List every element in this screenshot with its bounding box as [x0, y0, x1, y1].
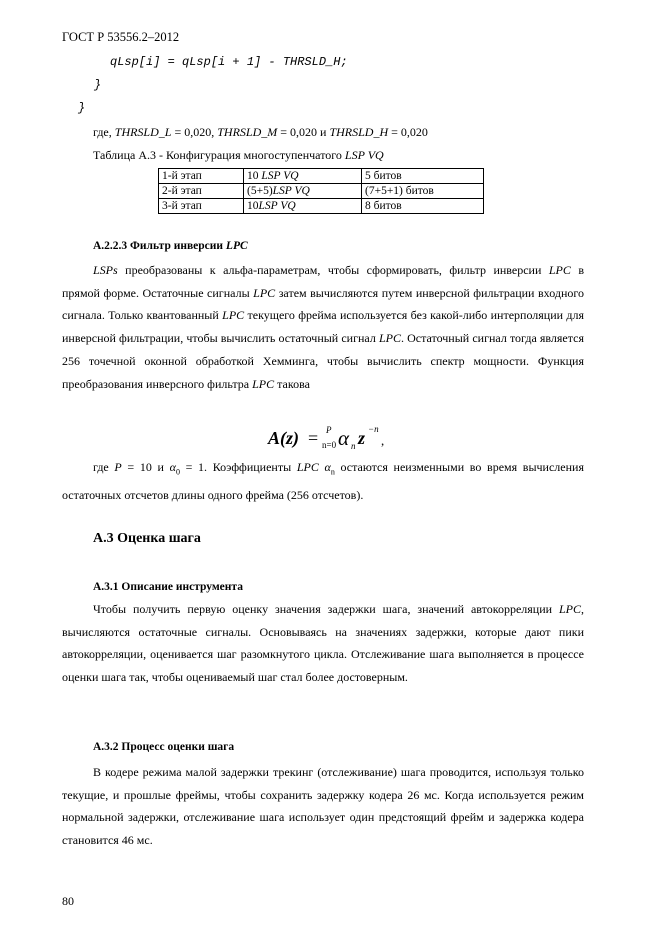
text-span: LPC [378, 331, 401, 346]
text-span: P [114, 460, 122, 474]
table-cell: 2-й этап [159, 184, 244, 199]
text-span: LPC [296, 460, 319, 474]
section-heading-a31: А.3.1 Описание инструмента [93, 581, 243, 593]
cell-text: LSP VQ [261, 170, 299, 182]
text-span: такова [274, 376, 310, 391]
heading-text: LPC [225, 240, 248, 252]
text-span: = 0,020, [171, 125, 218, 139]
section-heading-a3: А.3 Оценка шага [93, 531, 201, 546]
text-span: остаются неизменными во время вычисления остаточных отсчетов длины одного фрейма (256 отсчетов). [62, 460, 584, 503]
table-caption [93, 148, 384, 163]
table-cell: 1-й этап [159, 169, 244, 184]
configuration-table [158, 168, 484, 214]
text-span: LPC [222, 308, 245, 323]
table-cell: 5 битов [362, 169, 484, 184]
table-cell: 3-й этап [159, 199, 244, 214]
text-span: где [93, 460, 115, 474]
sum-lower-limit: n=0 [322, 440, 337, 450]
text-span: текущего фрейма используется без какой-либо интерполяции для инверсной фильтрации, чтобы вычислить остаточный сигнал [62, 308, 585, 346]
section-heading-a32: А.3.2 Процесс оценки шага [93, 741, 235, 753]
formula-equals: = [308, 428, 319, 448]
variable-name: THRSLD_M [217, 125, 278, 139]
code-line: qLsp[i] = qLsp[i + 1] - THRSLD_H; [110, 55, 348, 69]
formula-comma: , [381, 433, 385, 448]
formula-alpha: α [338, 426, 350, 450]
text-span: = 10 и [121, 460, 170, 474]
table-row [159, 169, 484, 184]
formula-lhs: A(z) [268, 428, 299, 448]
paragraph-formula-notes [62, 456, 584, 507]
text-span: LPC [548, 263, 571, 277]
variable-name: THRSLD_L [114, 125, 172, 139]
table-cell [244, 199, 362, 214]
text-span: 0 [175, 467, 180, 477]
text-span: затем вычисляются путем инверсной фильтрации входного сигнала. Только квантованный [62, 285, 584, 323]
formula-z: z [358, 428, 366, 448]
table-cell: (7+5+1) битов [362, 184, 484, 199]
text-span: . Остаточный сигнал тогда является 256 точечной оконной обработкой Хемминга, чтобы вычислить спектр мощности. Функция преобразования инверсного фильтра [62, 331, 584, 391]
code-closing-brace: } [78, 101, 86, 115]
text-span: = 1. Коэффициенты [179, 460, 297, 474]
text-span: LPC [558, 602, 581, 616]
text-span: α [324, 460, 331, 474]
text-span: α [169, 460, 176, 474]
text-span: где, [93, 125, 115, 139]
text-span: LSPs [93, 263, 118, 277]
table-cell [244, 184, 362, 199]
document-header: ГОСТ Р 53556.2–2012 [62, 30, 180, 44]
formula-exponent: −n [368, 424, 379, 434]
text-span: , вычисляются остаточные сигналы. Основываясь на значениях задержки, которые дают пики автокорреляции, оценивается шаг разомкнутого цикла. Отслеживание шага выполняется в процессе оценки шага так, чтобы оцениваемый шаг стал более достоверным. [62, 602, 584, 685]
page-number: 80 [62, 894, 74, 908]
heading-text: А.2.2.3 Фильтр инверсии [93, 240, 226, 252]
caption-text: Таблица А.3 - Конфигурация многоступенчатого [93, 148, 345, 162]
code-closing-brace: } [94, 78, 102, 92]
caption-name: LSP VQ [344, 148, 384, 162]
text-span: Чтобы получить первую оценку значения задержки шага, значений автокорреляции [93, 602, 559, 616]
cell-text: 10 [247, 170, 262, 182]
text-span: = 0,020 и [277, 125, 330, 139]
table-cell [244, 169, 362, 184]
text-span: LPC [252, 376, 275, 391]
table-cell: 8 битов [362, 199, 484, 214]
thresholds-line [93, 125, 428, 140]
cell-text: LSP VQ [272, 185, 310, 197]
table-row [159, 199, 484, 214]
section-heading-a223 [93, 240, 248, 252]
text-span: в прямой форме. Остаточные сигналы [62, 263, 584, 300]
text-span: LPC [253, 285, 276, 300]
table-row [159, 184, 484, 199]
variable-name: THRSLD_H [329, 125, 389, 139]
text-span: n [330, 467, 335, 477]
text-span: = 0,020 [388, 125, 428, 139]
cell-text: (5+5) [247, 185, 273, 197]
cell-text: LSP VQ [258, 200, 296, 212]
paragraph-tool-description [62, 598, 584, 689]
sum-upper-limit: P [326, 425, 332, 435]
text-span: преобразованы к альфа-параметрам, чтобы сформировать, фильтр инверсии [117, 263, 549, 277]
paragraph-pitch-estimation: В кодере режима малой задержки трекинг (отслеживание) шага проводится, используя только текущие, и прошлые фреймы, чтобы сохранить задержку кодера 26 мс. Когда используется режим нормальной задержки, отслеживание шага использует один предстоящий фрейм и задержка кодера становится 46 мс. [62, 765, 584, 848]
cell-text: 10 [247, 200, 259, 212]
paragraph-lpc-inverse [62, 259, 584, 395]
formula-subscript: n [351, 441, 356, 451]
